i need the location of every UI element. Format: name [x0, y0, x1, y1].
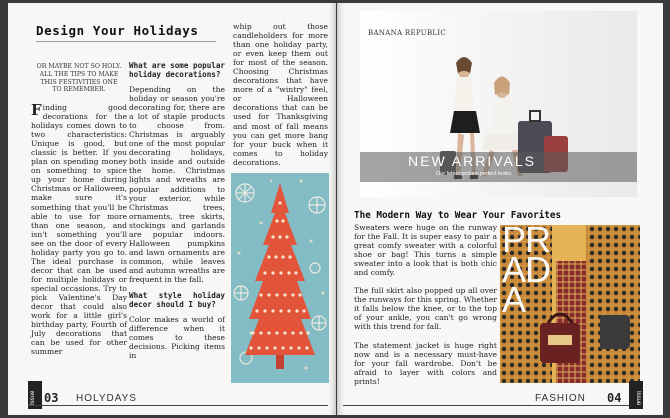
question-1: What are some popular holiday decorations? [129, 61, 226, 79]
ad-photo [360, 11, 637, 197]
paragraph-2: The full skirt also popped up all over the runways for this spring. Whether it falls below the knee, or to the top of your ankle, you can't go wrong with this trend for fall. [354, 286, 497, 332]
prada-lettering: PRADA [502, 225, 551, 320]
intro-text: inding good decorations for the holidays comes down to two characteristics: Unique is good, but classic is better. If you plan on spending money on something to spice up your home during Christmas or Halloween, make sure it's something that you'll be able to use for more than one season, and isn't something you'll see on the door of every holiday party you go to. The ideal purchase is decor that can be used for multiple holidays or special occasions. Try to pick Valentine's Day decor that could also work for a little girl's birthday party, Fourth of July decorations that can be used for other summer [31, 103, 127, 357]
ad-caption-bar [360, 152, 637, 182]
answer-1: Depending on the holiday or season you're decorating for, there are a lot of staple products to choose from. Christmas is arguably one of the most popular decorating holidays, both inside and outside the home. Christmas lights and wreaths are popular additions to your exterior, while Christmas trees, ornaments, tree skirts, stockings and garlands are popular indoors. Halloween pumpkins and lawn ornaments are common, while leaves and autumn wreaths are frequent in the fall. [129, 85, 225, 284]
fashion-article [354, 223, 497, 393]
section-name: HOLYDAYS [76, 393, 137, 404]
tree-art [231, 173, 329, 383]
left-page [8, 3, 336, 415]
prada-photo [500, 225, 640, 383]
ad-brand: BANANA REPUBLIC [368, 29, 447, 37]
question-2: What style holiday decor should I buy? [129, 291, 225, 310]
paragraph-1: Sweaters were huge on the runway for the Fall. It is super easy to pair a great comfy sweater with a colorful shoe or bag! This turns a simple sweater into a look that is both chic and comfy. [354, 223, 497, 278]
christmas-tree-illustration [231, 173, 329, 383]
left-footer [8, 385, 336, 407]
title-deck: OR MAYBE NOT SO HOLY. ALL THE TIPS TO MAKE THIS FESTIVITIES ONE TO REMEMBER. [36, 63, 122, 94]
third-column-text: whip out those candleholders for more than one holiday party, or even keep them out for most of the season. Choosing Christmas decorations that have more of a "wintry" feel, or Halloween decorations that can be used for Thanksgiving and most of fall means you can get more bang for your buck when it comes to holiday decorations. [233, 22, 328, 167]
intro-column [31, 103, 127, 356]
paragraph-3: The statement jacket is huge right now and is a necessary must-have for your fall wardrobe. Don't be afraid to layer with colors and prints! [354, 340, 497, 386]
section-name: FASHION [535, 393, 586, 404]
footer-issue-label: Issue [635, 391, 641, 406]
page-number: 03 [44, 391, 59, 405]
ad-subline: Our latest picture-perfect looks. [436, 171, 513, 177]
qa-column [129, 61, 225, 367]
footer-rule [343, 405, 643, 406]
article-title: The Modern Way to Wear Your Favorites [354, 210, 562, 221]
drop-cap: F [31, 101, 42, 119]
third-column [233, 22, 328, 174]
page-title: Design Your Holidays [36, 23, 199, 38]
footer-issue-label: Issue [30, 390, 36, 405]
ad-headline: NEW ARRIVALS [408, 153, 536, 169]
footer-rule [28, 405, 328, 406]
right-page [337, 3, 663, 415]
right-footer [337, 385, 663, 407]
page-number: 04 [607, 391, 622, 405]
answer-2: Color makes a world of difference when it comes to these decisions. Picking items in [129, 315, 225, 361]
title-rule [36, 41, 216, 42]
